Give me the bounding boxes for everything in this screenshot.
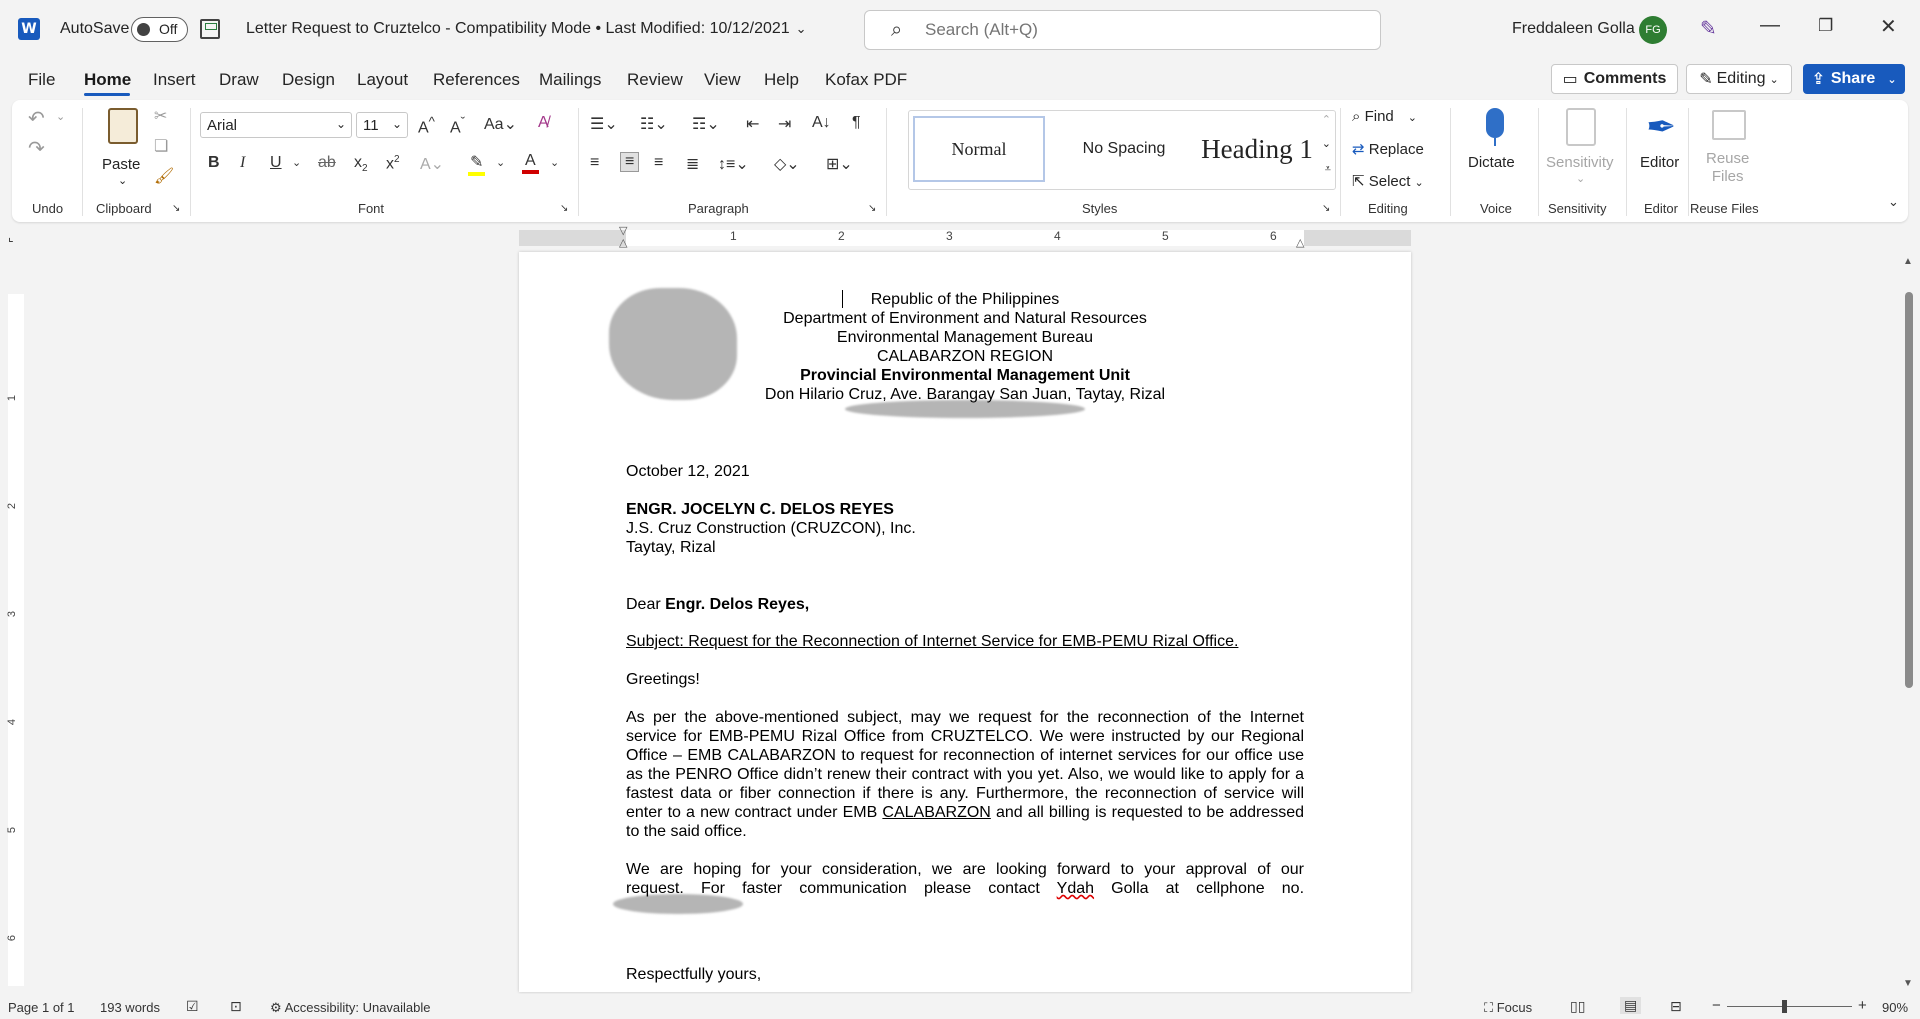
body-underlined-text: CALABARZON xyxy=(882,804,991,821)
document-title-text: Letter Request to Cruztelco - Compatibility Mode • Last Modified: 10/12/2021 xyxy=(246,20,790,37)
cursor-icon: ⇱ xyxy=(1352,173,1369,190)
italic-icon[interactable]: I xyxy=(240,154,246,171)
group-label-voice: Voice xyxy=(1480,201,1512,216)
scrollbar-thumb[interactable] xyxy=(1905,292,1913,688)
paste-button[interactable] xyxy=(102,106,146,192)
tab-layout[interactable]: Layout xyxy=(357,70,409,89)
vertical-ruler-number: 4 xyxy=(6,718,19,726)
style-no-spacing[interactable]: No Spacing xyxy=(1082,140,1166,157)
scroll-down-icon[interactable]: ▼ xyxy=(1903,978,1913,989)
pencil-icon: ✎ xyxy=(1699,71,1713,88)
strikethrough-icon[interactable]: ab xyxy=(318,154,336,171)
divider xyxy=(190,108,191,216)
comment-icon: ▭ xyxy=(1562,71,1578,88)
ruler-right-margin xyxy=(1304,230,1411,246)
zoom-in-button[interactable]: + xyxy=(1858,997,1867,1014)
replace-button[interactable] xyxy=(1352,140,1424,158)
style-heading-1[interactable]: Heading 1 xyxy=(1201,133,1313,164)
share-button[interactable] xyxy=(1803,64,1905,94)
salutation-prefix: Dear xyxy=(626,596,666,613)
group-label-sensitivity: Sensitivity xyxy=(1548,201,1607,216)
recipient-name: ENGR. JOCELYN C. DELOS REYES xyxy=(626,501,894,518)
letterhead-line: Department of Environment and Natural Resources xyxy=(783,310,1147,327)
tab-mailings[interactable]: Mailings xyxy=(539,70,602,89)
sensitivity-button xyxy=(1542,106,1622,192)
ruler-number: 4 xyxy=(1054,229,1061,243)
designer-icon[interactable]: ✎ xyxy=(1700,18,1717,40)
chevron-down-icon[interactable]: ⌄ xyxy=(56,111,66,123)
scroll-down-icon[interactable]: ⌄ xyxy=(1321,138,1331,150)
document-page[interactable] xyxy=(519,252,1411,992)
search-box[interactable] xyxy=(864,10,1381,50)
letterhead xyxy=(626,290,1304,404)
chevron-down-icon[interactable]: ⌄ xyxy=(550,157,560,169)
focus-icon: ⛶ xyxy=(1484,1000,1497,1015)
recipient-address: Taytay, Rizal xyxy=(626,539,716,556)
accessibility-status[interactable] xyxy=(270,1000,431,1016)
letterhead-line: Environmental Management Bureau xyxy=(836,329,1094,346)
comments-button[interactable] xyxy=(1551,64,1678,94)
ruler-left-margin xyxy=(519,230,626,246)
dictate-label: Dictate xyxy=(1468,154,1515,171)
format-painter-icon[interactable]: 🖌 xyxy=(154,168,175,185)
autosave-toggle[interactable] xyxy=(131,17,188,42)
sensitivity-icon xyxy=(1566,108,1596,146)
toggle-knob xyxy=(137,23,150,36)
chevron-down-icon: ⌄ xyxy=(118,175,128,187)
document-title[interactable] xyxy=(246,20,807,38)
copy-icon[interactable]: ❏ xyxy=(154,138,169,155)
replace-label: Replace xyxy=(1368,141,1424,158)
body-paragraph-1 xyxy=(626,708,1304,841)
tab-draw[interactable]: Draw xyxy=(219,70,259,89)
ruler-number: 5 xyxy=(1162,229,1169,243)
share-label: Share xyxy=(1830,70,1876,87)
divider xyxy=(1450,108,1451,216)
replace-icon: ⇄ xyxy=(1352,141,1369,158)
line-spacing-icon[interactable]: ↕≡⌄ xyxy=(718,156,749,173)
dialog-launcher-icon[interactable]: ↘ xyxy=(1322,203,1331,214)
accessibility-icon: ⚙ xyxy=(270,1000,285,1015)
chevron-down-icon: ⌄ xyxy=(1576,173,1586,185)
justify-icon[interactable]: ≣ xyxy=(686,156,700,173)
share-icon: ⇪ xyxy=(1811,71,1825,88)
chevron-down-icon: ⌄ xyxy=(795,21,807,36)
word-count[interactable]: 193 words xyxy=(100,1000,160,1015)
redo-icon[interactable]: ↷ xyxy=(28,138,45,160)
style-normal[interactable]: Normal xyxy=(913,116,1045,182)
clipboard-icon xyxy=(108,108,138,144)
body-paragraph-2-line-1: We are hoping for your consideration, we are looking forward to your approval of our xyxy=(626,861,1304,878)
tab-help[interactable]: Help xyxy=(764,70,799,89)
chevron-down-icon: ⌄ xyxy=(335,117,346,131)
bold-icon[interactable]: B xyxy=(208,154,220,171)
zoom-slider[interactable] xyxy=(1727,1006,1852,1007)
divider xyxy=(1538,108,1539,216)
chevron-down-icon: ⌄ xyxy=(391,117,402,131)
align-left-icon[interactable]: ≡ xyxy=(590,154,600,171)
highlight-icon[interactable]: ✎ xyxy=(468,152,485,176)
group-label-clipboard: Clipboard xyxy=(96,201,152,216)
letterhead-line: Don Hilario Cruz, Ave. Barangay San Juan, Taytay, Rizal xyxy=(764,386,1166,403)
body-text: Golla at cellphone no. xyxy=(1094,880,1305,897)
reuse-files-button xyxy=(1692,106,1764,192)
dictate-button[interactable] xyxy=(1460,106,1532,192)
underline-icon[interactable]: U xyxy=(270,154,282,171)
macro-recording-icon[interactable]: ⊡ xyxy=(230,998,242,1014)
search-input[interactable] xyxy=(925,19,1345,41)
group-label-font: Font xyxy=(358,201,385,216)
group-label-paragraph: Paragraph xyxy=(688,201,749,216)
salutation-name: Engr. Delos Reyes, xyxy=(665,596,810,613)
divider xyxy=(82,108,83,216)
select-button[interactable] xyxy=(1352,172,1424,190)
letterhead-line: CALABARZON REGION xyxy=(876,348,1054,365)
text-cursor xyxy=(842,290,843,308)
accessibility-label: Accessibility: Unavailable xyxy=(284,1000,431,1015)
read-mode-icon[interactable]: ▯▯ xyxy=(1570,998,1586,1014)
group-label-editor: Editor xyxy=(1644,201,1678,216)
change-case-icon[interactable]: Aa⌄ xyxy=(484,116,517,133)
shading-icon[interactable]: ◇⌄ xyxy=(774,156,800,173)
cut-icon[interactable]: ✂ xyxy=(154,108,168,125)
divider xyxy=(1688,108,1689,216)
active-tab-indicator xyxy=(84,93,130,96)
increase-indent-icon[interactable]: ⇥ xyxy=(778,116,792,133)
body-text: As per the above-mentioned subject, may we request for the reconnection of the Internet service for EMB-PEMU Rizal Office from CRUZTELCO. We were instructed by our Regional Office – EMB CALABARZON to request for reconnection of internet services for our office use as the PENRO Office didn’t renew their contract with you yet. Also, we would like to apply for a fastest data or fiber connection if there is any. Furthermore, the reconnection of service will enter to a new contract under EMB xyxy=(626,709,1304,821)
comments-label: Comments xyxy=(1583,70,1667,87)
tab-references[interactable]: References xyxy=(433,70,520,89)
dialog-launcher-icon[interactable]: ↘ xyxy=(560,203,569,214)
text-effects-icon[interactable]: A⌄ xyxy=(420,156,445,173)
chevron-down-icon[interactable]: ⌄ xyxy=(496,157,506,169)
search-icon: ⌕ xyxy=(1352,108,1365,125)
font-size-select[interactable] xyxy=(356,112,408,138)
hanging-indent-marker[interactable]: △ xyxy=(619,237,628,249)
tab-selector-icon[interactable]: ⌞ xyxy=(8,230,14,244)
horizontal-ruler[interactable] xyxy=(519,230,1411,246)
tab-kofax-pdf[interactable]: Kofax PDF xyxy=(825,70,908,89)
shrink-font-icon[interactable]: $A^ˇ$ xyxy=(450,114,466,137)
borders-icon[interactable]: ⊞⌄ xyxy=(826,156,853,173)
focus-label: Focus xyxy=(1496,1000,1533,1015)
find-button[interactable] xyxy=(1352,108,1417,125)
subject-line: Subject: Request for the Reconnection of Internet Service for EMB-PEMU Rizal Office. xyxy=(626,633,1239,650)
focus-mode-button[interactable] xyxy=(1484,1000,1532,1016)
more-styles-icon[interactable]: ⩡ xyxy=(1324,163,1331,175)
vertical-ruler-number: 6 xyxy=(6,934,19,942)
letterhead-line: Republic of the Philippines xyxy=(870,291,1060,308)
tab-home[interactable]: Home xyxy=(84,70,132,89)
align-right-icon[interactable]: ≡ xyxy=(654,154,664,171)
chevron-down-icon[interactable]: ⌄ xyxy=(292,157,302,169)
decrease-indent-icon[interactable]: ⇤ xyxy=(746,116,760,133)
dialog-launcher-icon[interactable]: ↘ xyxy=(172,203,181,214)
editor-label: Editor xyxy=(1640,154,1680,171)
scroll-up-icon[interactable]: ▲ xyxy=(1903,256,1913,267)
title-bar xyxy=(0,0,1920,60)
tab-design[interactable]: Design xyxy=(282,70,335,89)
body-text: request. For faster communication please contact xyxy=(626,880,1057,897)
editing-label: Editing xyxy=(1716,70,1766,87)
tab-file[interactable]: File xyxy=(28,70,56,89)
divider xyxy=(578,108,579,216)
show-formatting-icon[interactable]: ¶ xyxy=(852,114,861,131)
tab-insert[interactable]: Insert xyxy=(153,70,196,89)
zoom-slider-thumb[interactable] xyxy=(1782,1000,1787,1013)
reuse-files-icon xyxy=(1712,110,1746,140)
font-size-value: 11 xyxy=(363,117,379,134)
numbering-icon[interactable]: ☷⌄ xyxy=(640,116,668,133)
first-line-indent-marker[interactable]: ▽ xyxy=(619,225,628,237)
ruler-number: 3 xyxy=(946,229,953,243)
ruler-number: 2 xyxy=(838,229,845,243)
group-label-editing: Editing xyxy=(1368,201,1408,216)
closing: Respectfully yours, xyxy=(626,966,762,983)
web-layout-icon[interactable]: ⊟ xyxy=(1670,998,1682,1014)
sort-icon[interactable]: A↓ xyxy=(812,114,831,131)
zoom-level[interactable]: 90% xyxy=(1882,1000,1909,1015)
avatar[interactable]: FG xyxy=(1639,16,1667,44)
undo-icon[interactable]: ↶ xyxy=(28,108,45,130)
restore-icon[interactable]: ❐ xyxy=(1818,16,1834,35)
font-name-select[interactable] xyxy=(200,112,352,138)
autosave-label: AutoSave xyxy=(60,20,130,37)
align-center-icon[interactable]: ≡ xyxy=(620,152,639,172)
search-icon: ⌕ xyxy=(891,19,903,41)
group-label-reuse-files: Reuse Files xyxy=(1690,201,1759,216)
misspelled-word[interactable]: Ydah xyxy=(1056,880,1095,897)
styles-gallery xyxy=(908,110,1336,190)
reuse-files-label: Reuse Files xyxy=(1706,150,1750,185)
microphone-stand xyxy=(1494,138,1496,146)
chevron-down-icon: ⌄ xyxy=(1414,177,1424,189)
paste-label: Paste xyxy=(102,156,141,173)
user-name[interactable]: Freddaleen Golla xyxy=(1512,20,1635,37)
minimize-icon[interactable]: — xyxy=(1760,14,1780,36)
find-label: Find xyxy=(1364,108,1394,125)
group-label-styles: Styles xyxy=(1082,201,1118,216)
right-indent-marker[interactable]: △ xyxy=(1296,237,1305,249)
sensitivity-label: Sensitivity xyxy=(1546,154,1614,171)
dialog-launcher-icon[interactable]: ↘ xyxy=(868,203,877,214)
zoom-out-button[interactable]: − xyxy=(1712,997,1721,1014)
chevron-down-icon: ⌄ xyxy=(1887,73,1897,86)
autosave-state: Off xyxy=(159,21,178,37)
save-icon[interactable] xyxy=(200,19,220,39)
vertical-scrollbar[interactable] xyxy=(1902,256,1916,992)
word-icon: W xyxy=(18,18,40,40)
vertical-ruler-number: 2 xyxy=(6,502,19,510)
greeting: Greetings! xyxy=(626,671,700,688)
ruler-number: 6 xyxy=(1270,229,1277,243)
divider xyxy=(1340,108,1341,216)
collapse-ribbon-icon[interactable]: ⌄ xyxy=(1888,194,1899,209)
divider xyxy=(1626,108,1627,216)
proofing-icon[interactable]: ☑ xyxy=(186,998,199,1014)
status-bar xyxy=(0,994,1920,1019)
superscript-icon[interactable]: $x^2$ xyxy=(386,154,400,173)
recipient-company: J.S. Cruz Construction (CRUZCON), Inc. xyxy=(626,520,916,537)
editor-icon: ✒ xyxy=(1646,106,1677,147)
clear-formatting-icon[interactable]: A̸ xyxy=(538,114,549,131)
vertical-ruler-number: 5 xyxy=(6,826,19,834)
page-count[interactable]: Page 1 of 1 xyxy=(8,1000,75,1015)
editing-mode-button[interactable] xyxy=(1686,64,1792,94)
font-name-value: Arial xyxy=(207,117,238,134)
body-paragraph-2-line-2 xyxy=(626,879,1304,898)
close-icon[interactable]: ✕ xyxy=(1880,16,1897,38)
microphone-icon xyxy=(1486,108,1504,138)
ruler-number: 1 xyxy=(730,229,737,243)
group-label-undo: Undo xyxy=(32,201,64,216)
divider xyxy=(886,108,887,216)
subscript-icon[interactable]: $x_2$ xyxy=(354,154,368,175)
chevron-down-icon: ⌄ xyxy=(1769,73,1779,86)
vertical-ruler-number: 3 xyxy=(6,610,19,618)
tab-review[interactable]: Review xyxy=(627,70,683,89)
grow-font-icon[interactable]: A^ xyxy=(418,114,435,137)
salutation xyxy=(626,595,1304,614)
vertical-ruler-number: 1 xyxy=(6,394,19,402)
print-layout-icon[interactable]: ▤ xyxy=(1620,997,1641,1014)
chevron-down-icon: ⌄ xyxy=(1407,112,1417,124)
letterhead-line: Provincial Environmental Management Unit xyxy=(800,367,1130,384)
body-text: and all billing is requested to be addressed to the said office. xyxy=(626,804,1304,840)
letter-date: October 12, 2021 xyxy=(626,463,750,480)
bullets-icon[interactable]: ☰⌄ xyxy=(590,116,618,133)
multilevel-list-icon[interactable]: ☶⌄ xyxy=(692,116,720,133)
scroll-up-icon[interactable]: ⌃ xyxy=(1321,114,1331,126)
select-label: Select xyxy=(1368,173,1411,190)
font-color-icon[interactable]: A xyxy=(522,152,539,174)
tab-view[interactable]: View xyxy=(704,70,741,89)
ribbon xyxy=(12,100,1908,222)
